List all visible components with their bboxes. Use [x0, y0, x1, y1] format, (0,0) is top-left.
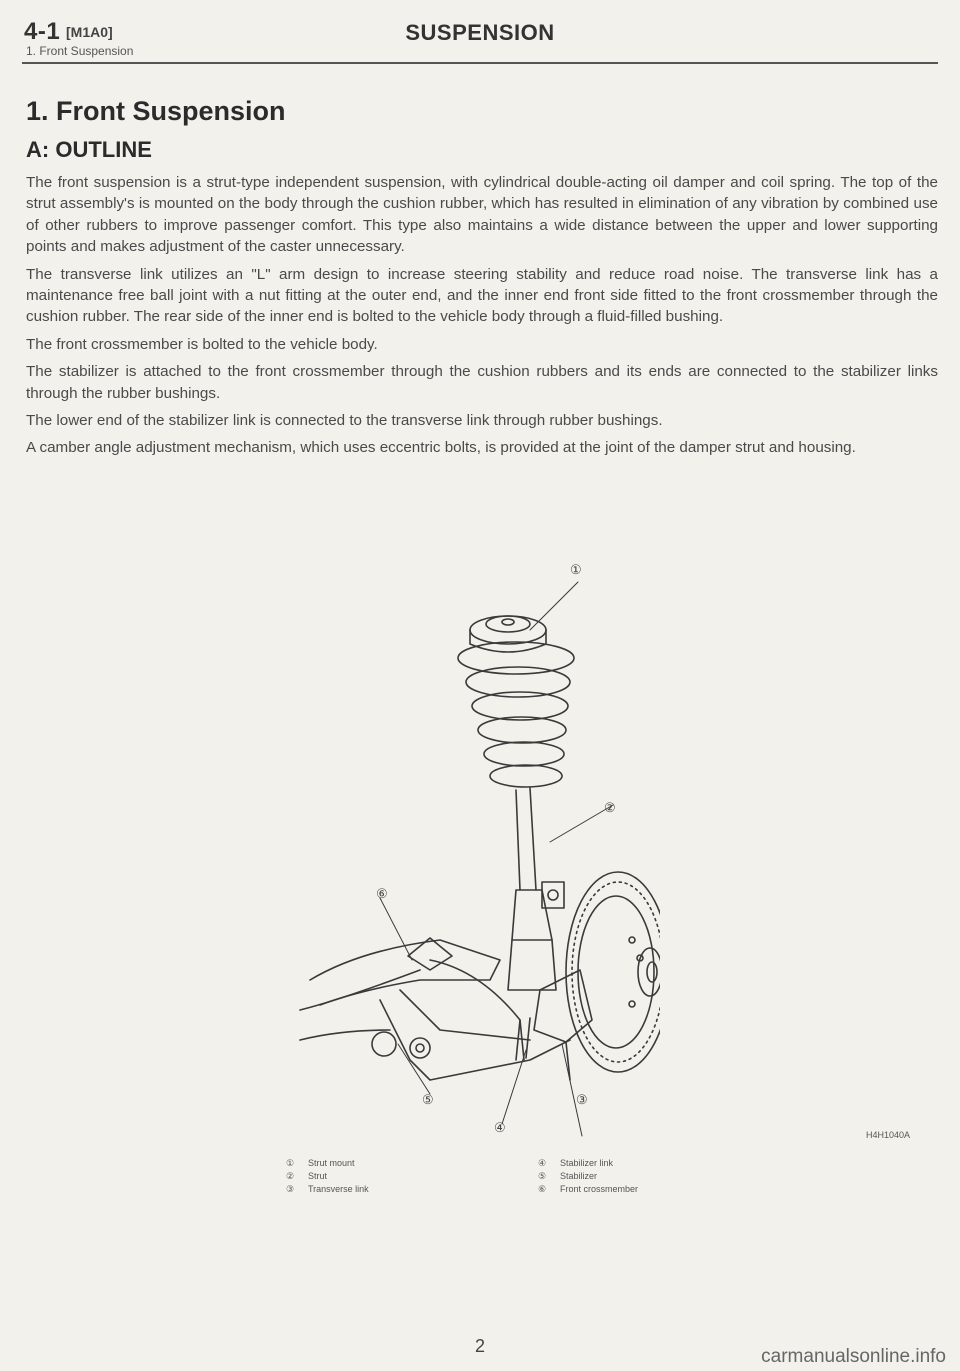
paragraph: The transverse link utilizes an "L" arm design to increase steering stability and reduce road noise. The transverse link has a maintenance free ball joint with a nut fitting at the outer end, and the inner end front side fitted to the front crossmember through the cushion rubber. The rear side of the inner end is bolted to the vehicle body through a fluid-filled bushing.: [26, 265, 938, 326]
legend-label: Transverse link: [308, 1184, 369, 1194]
paragraph: A camber angle adjustment mechanism, which uses eccentric bolts, is provided at the joint of the damper strut and housing.: [26, 439, 856, 457]
legend-item: [538, 1170, 638, 1183]
legend-item: [286, 1170, 369, 1183]
header-rule: [22, 62, 938, 64]
legend-number: ②: [286, 1171, 295, 1181]
suspension-figure: [280, 560, 660, 1140]
legend-label: Strut: [308, 1171, 328, 1181]
legend-label: Strut mount: [308, 1158, 355, 1168]
legend-item: [538, 1183, 638, 1196]
callout-5: ⑤: [422, 1092, 434, 1107]
legend-item: [286, 1157, 369, 1170]
callout-6: ⑥: [376, 886, 388, 901]
legend-left: [286, 1157, 369, 1196]
watermark: carmanualsonline.info: [761, 1346, 946, 1367]
callout-3: ③: [576, 1092, 588, 1107]
legend-number: ⑤: [538, 1171, 547, 1181]
legend-number: ④: [538, 1158, 547, 1168]
subsection-title: A: OUTLINE: [26, 137, 152, 162]
suspension-illustration: [280, 560, 660, 1140]
section-code: 4-1: [24, 18, 61, 45]
paragraph: The front suspension is a strut-type independent suspension, with cylindrical double-acting oil damper and coil spring. The top of the strut assembly's is mounted on the body through the cushion rubber, which has resulted in elimination of any vibration by combined use of other rubbers to improve passenger comfort. This type also maintains a wide distance between the upper and lower supporting points and makes adjustment of the caster unnecessary.: [26, 174, 938, 256]
legend-label: Stabilizer link: [560, 1158, 614, 1168]
header-title: SUSPENSION: [405, 20, 555, 45]
header-subtitle: 1. Front Suspension: [26, 44, 134, 58]
callout-1: ①: [570, 562, 582, 577]
paragraph: The lower end of the stabilizer link is connected to the transverse link through rubber bushings.: [26, 412, 663, 430]
legend-item: [286, 1183, 369, 1196]
callout-4: ④: [494, 1120, 506, 1135]
legend-number: ③: [286, 1184, 295, 1194]
figure-code: H4H1040A: [866, 1130, 911, 1140]
body-text: [26, 172, 938, 465]
legend-item: [538, 1157, 638, 1170]
section-title: 1. Front Suspension: [26, 96, 286, 126]
page-number: 2: [474, 1336, 485, 1356]
legend-label: Front crossmember: [560, 1184, 639, 1194]
legend-right: [538, 1157, 638, 1196]
callout-2: ②: [604, 800, 616, 815]
paragraph: The stabilizer is attached to the front crossmember through the cushion rubbers and its ends are connected to the stabilizer links through the rubber bushings.: [26, 363, 938, 402]
legend-number: ⑥: [538, 1184, 547, 1194]
section-tag: [M1A0]: [66, 24, 113, 40]
legend-label: Stabilizer: [560, 1171, 598, 1181]
paragraph: The front crossmember is bolted to the vehicle body.: [26, 335, 378, 353]
legend-number: ①: [286, 1158, 295, 1168]
